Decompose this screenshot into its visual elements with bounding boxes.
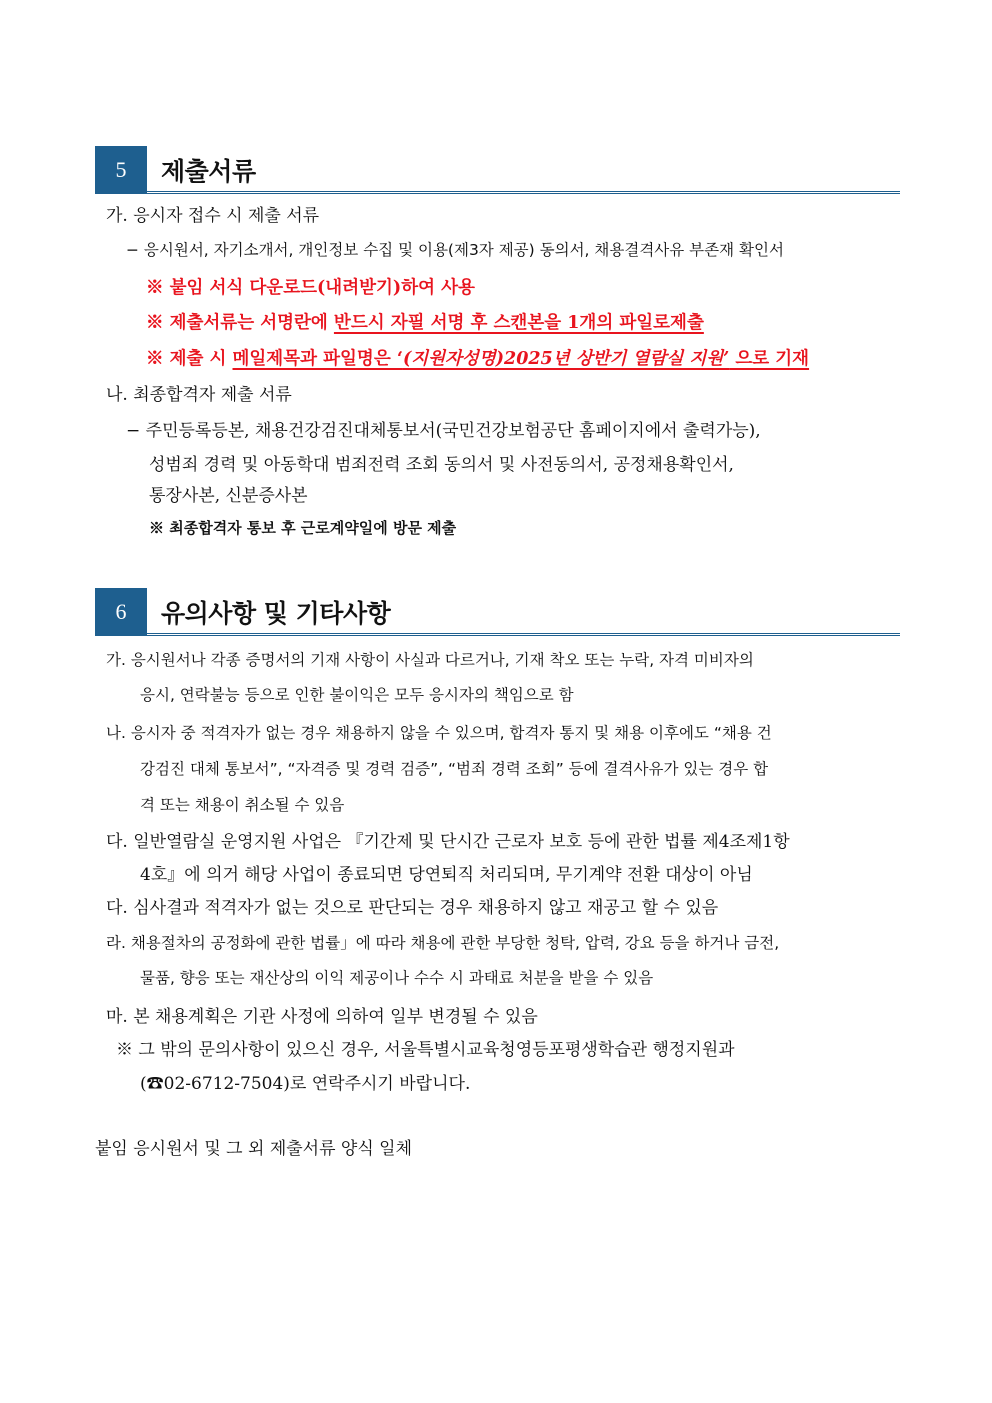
- note-ul-b: 으로 기재: [729, 349, 810, 369]
- s5-ga-label: 가. 응시자 접수 시 제출 서류: [106, 206, 320, 226]
- s5-note-filename: [146, 351, 809, 369]
- section-5-header: [95, 146, 900, 194]
- note-ul-a: 메일제목과 파일명은 ‘: [232, 349, 403, 369]
- s6-na-line-2: 강검진 대체 통보서”, “자격증 및 경력 검증”, “범죄 경력 조회” 등에 결격사유가 있는 경우 합: [140, 760, 769, 778]
- s6-contact-line-2: (☎02-6712-7504)로 연락주시기 바랍니다.: [140, 1074, 471, 1094]
- attachment-line: 붙임 응시원서 및 그 외 제출서류 양식 일체: [95, 1139, 413, 1159]
- s5-na-label: 나. 최종합격자 제출 서류: [106, 385, 292, 405]
- note-ul-italic: (지원자성명)2025년 상반기 열람실 지원’: [402, 349, 730, 369]
- section-title: 제출서류: [161, 157, 256, 186]
- section-rule: [147, 191, 900, 194]
- s6-da-line-2: 4호』에 의거 해당 사업이 종료되면 당연퇴직 처리되며, 무기계약 전환 대상이 아님: [140, 865, 753, 885]
- s6-da2-line: 다. 심사결과 적격자가 없는 것으로 판단되는 경우 채용하지 않고 재공고 할 수 있음: [106, 898, 719, 918]
- note-prefix: ※ 제출 시: [146, 349, 233, 369]
- s5-na-item-1: − 주민등록등본, 채용건강검진대체통보서(국민건강보험공단 홈페이지에서 출력가능),: [126, 421, 761, 441]
- s5-ga-item: − 응시원서, 자기소개서, 개인정보 수집 및 이용(제3자 제공) 동의서, 채용결격사유 부존재 확인서: [126, 241, 784, 259]
- s5-na-item-3: 통장사본, 신분증사본: [149, 486, 308, 506]
- s6-ma-line: 마. 본 채용계획은 기관 사정에 의하여 일부 변경될 수 있음: [106, 1007, 538, 1027]
- s6-ga-line-2: 응시, 연락불능 등으로 인한 불이익은 모두 응시자의 책임으로 함: [140, 686, 574, 704]
- s5-note-signature: [146, 315, 704, 333]
- s5-na-item-2: 성범죄 경력 및 아동학대 범죄전력 조회 동의서 및 사전동의서, 공정채용확인서,: [149, 455, 734, 475]
- section-number-badge: 6: [95, 588, 147, 636]
- section-rule: [147, 633, 900, 636]
- s6-ra-line-1: 라. 채용절차의 공정화에 관한 법률」에 따라 채용에 관한 부당한 청탁, 압력, 강요 등을 하거나 금전,: [106, 934, 780, 952]
- s6-contact-line-1: ※ 그 밖의 문의사항이 있으신 경우, 서울특별시교육청영등포평생학습관 행정지원과: [116, 1040, 735, 1060]
- section-title: 유의사항 및 기타사항: [161, 599, 391, 628]
- s6-ga-line-1: 가. 응시원서나 각종 증명서의 기재 사항이 사실과 다르거나, 기재 착오 또는 누락, 자격 미비자의: [106, 651, 754, 669]
- s5-na-note: ※ 최종합격자 통보 후 근로계약일에 방문 제출: [149, 519, 457, 537]
- note-underlined: [233, 349, 810, 369]
- s6-na-line-1: 나. 응시자 중 적격자가 없는 경우 채용하지 않을 수 있으며, 합격자 통지 및 채용 이후에도 “채용 건: [106, 724, 772, 742]
- s6-da-line-1: 다. 일반열람실 운영지원 사업은 『기간제 및 단시간 근로자 보호 등에 관한 법률 제4조제1항: [106, 832, 790, 852]
- s6-na-line-3: 격 또는 채용이 취소될 수 있음: [140, 796, 345, 814]
- note-underlined: 반드시 자필 서명 후 스캔본을 1개의 파일로제출: [333, 313, 704, 333]
- s6-ra-line-2: 물품, 향응 또는 재산상의 이익 제공이나 수수 시 과태료 처분을 받을 수 있음: [140, 969, 654, 987]
- section-number-badge: 5: [95, 146, 147, 194]
- section-6-header: [95, 588, 900, 636]
- s5-note-download: ※ 붙임 서식 다운로드(내려받기)하여 사용: [146, 278, 475, 298]
- note-prefix: ※ 제출서류는 서명란에: [146, 313, 334, 333]
